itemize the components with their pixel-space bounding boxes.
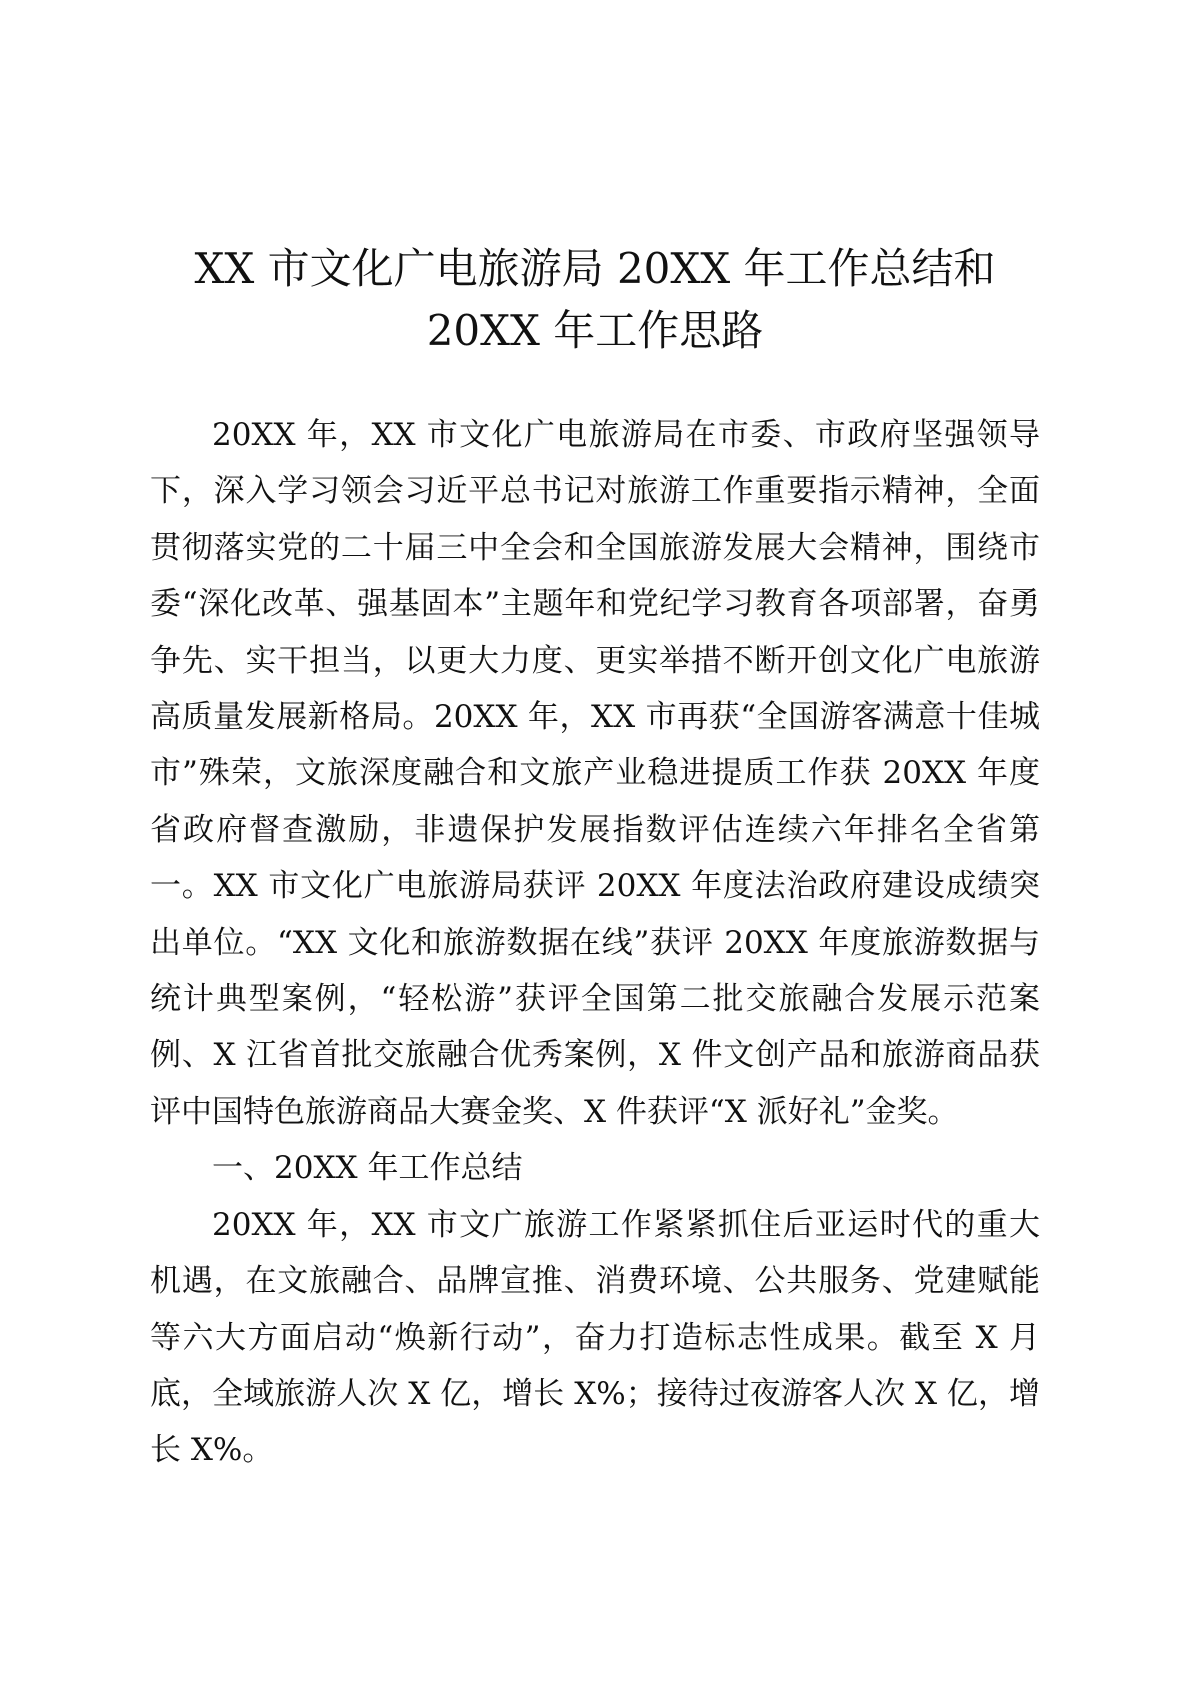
title-line-1: XX 市文化广电旅游局 20XX 年工作总结和	[194, 244, 996, 293]
document-title	[150, 238, 1040, 362]
section-heading-1: 一、20XX 年工作总结	[212, 1150, 523, 1187]
section-1-paragraph: 20XX 年，XX 市文广旅游工作紧紧抓住后亚运时代的重大机遇，在文旅融合、品牌宣推、消费环境、公共服务、党建赋能等六大方面启动“焕新行动”，奋力打造标志性成果。截至 X 月底，全域旅游人次 X 亿，增长 X%；接待过夜游客人次 X 亿，增长 X%。	[150, 1206, 1040, 1469]
document-body	[150, 407, 1040, 1479]
intro-paragraph: 20XX 年，XX 市文化广电旅游局在市委、市政府坚强领导下，深入学习领会习近平总书记对旅游工作重要指示精神，全面贯彻落实党的二十届三中全会和全国旅游发展大会精神，围绕市委“深化改革、强基固本”主题年和党纪学习教育各项部署，奋勇争先、实干担当，以更大力度、更实举措不断开创文化广电旅游高质量发展新格局。20XX 年，XX 市再获“全国游客满意十佳城市”殊荣，文旅深度融合和文旅产业稳进提质工作获 20XX 年度省政府督查激励，非遗保护发展指数评估连续六年排名全省第一。XX 市文化广电旅游局获评 20XX 年度法治政府建设成绩突出单位。“XX 文化和旅游数据在线”获评 20XX 年度旅游数据与统计典型案例，“轻松游”获评全国第二批交旅融合发展示范案例、X 江省首批交旅融合优秀案例，X 件文创产品和旅游商品获评中国特色旅游商品大赛金奖、X 件获评“X 派好礼”金奖。	[150, 417, 1040, 1130]
title-line-2: 20XX 年工作思路	[426, 306, 764, 355]
